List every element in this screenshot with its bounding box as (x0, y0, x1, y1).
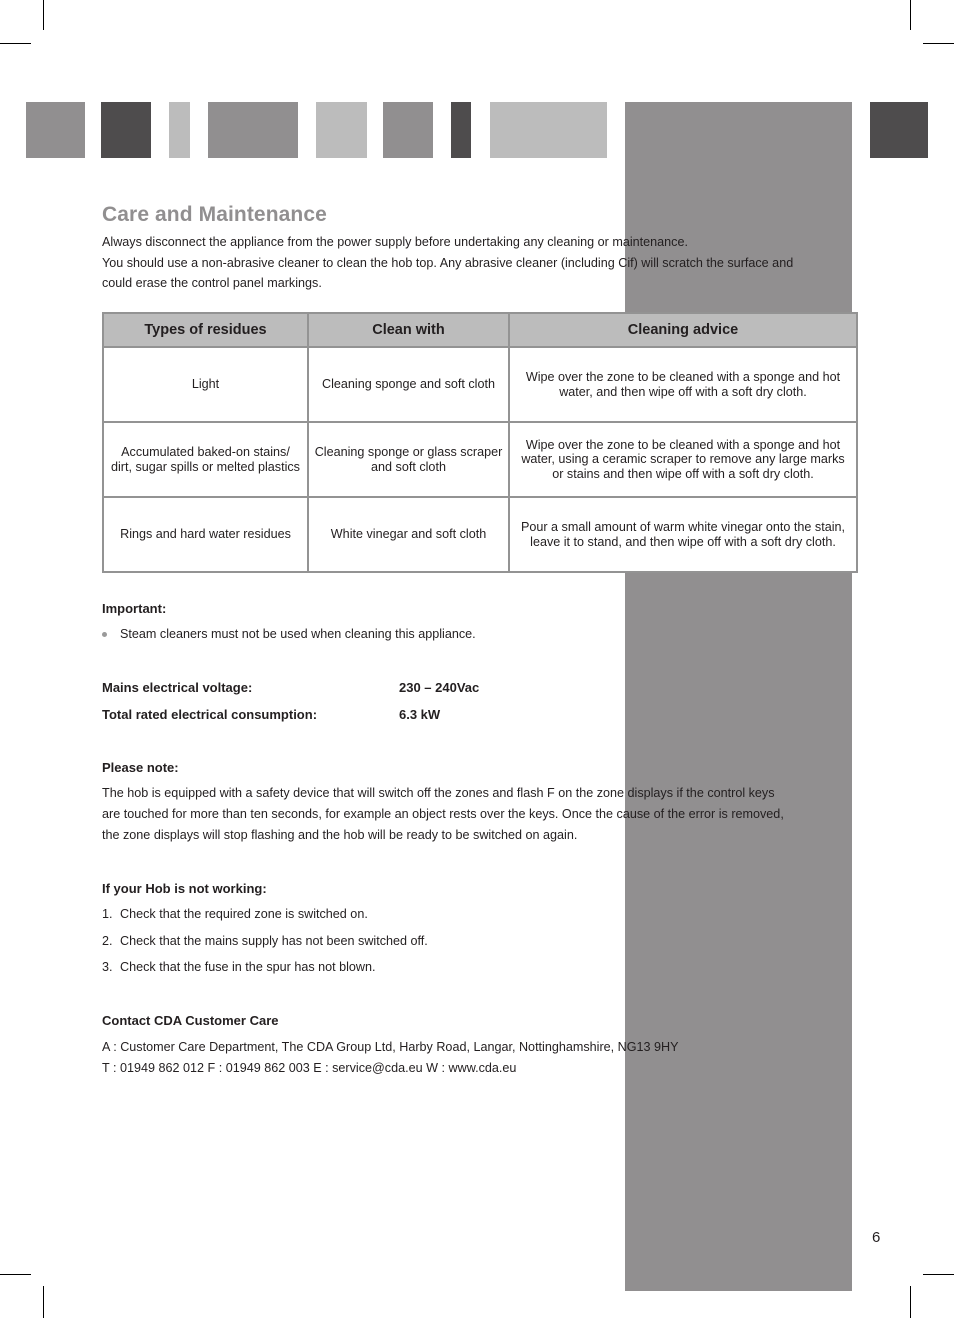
cleaning-table (102, 312, 858, 573)
header-color-bar (208, 102, 298, 158)
table-row (103, 347, 857, 422)
spec-value: 6.3 kW (399, 707, 441, 722)
table-cell: Accumulated baked-on stains/ dirt, sugar spills or melted plastics (103, 422, 308, 497)
bullet-icon (102, 632, 107, 637)
important-bullet: Steam cleaners must not be used when cleaning this appliance. (120, 627, 476, 641)
contact-address: A : Customer Care Department, The CDA Group Ltd, Harby Road, Langar, Nottinghamshire, NG13 9HY (102, 1040, 679, 1054)
list-number: 3. (102, 960, 113, 974)
table-cell: Rings and hard water residues (103, 497, 308, 572)
intro-text (102, 232, 802, 294)
list-item: Check that the required zone is switched on. (120, 907, 368, 921)
crop-mark (923, 1274, 954, 1275)
crop-mark (910, 1286, 911, 1318)
column-header: Types of residues (103, 313, 308, 347)
table-cell: Wipe over the zone to be cleaned with a sponge and hot water, using a ceramic scraper to remove any large marks or stains and then wipe off with a soft dry cloth. (509, 422, 857, 497)
intro-paragraph: You should use a non-abrasive cleaner to clean the hob top. Any abrasive cleaner (including Cif) will scratch the surface and could erase the control panel markings. (102, 255, 794, 290)
table-cell: Wipe over the zone to be cleaned with a sponge and hot water, and then wipe off with a soft dry cloth. (509, 347, 857, 422)
contact-details: T : 01949 862 012 F : 01949 862 003 E : service@cda.eu W : www.cda.eu (102, 1061, 517, 1075)
important-label: Important: (102, 601, 167, 616)
page-title: Care and Maintenance (102, 203, 327, 226)
page-number: 6 (872, 1229, 881, 1246)
header-color-bar (101, 102, 151, 158)
troubleshooting-label: If your Hob is not working: (102, 881, 267, 896)
please-note-line: the zone displays will stop flashing and the hob will be ready to be switched on again. (102, 828, 578, 842)
table-header-row (103, 313, 857, 347)
table-cell: Pour a small amount of warm white vinegar onto the stain, leave it to stand, and then wipe off with a soft dry cloth. (509, 497, 857, 572)
crop-mark (43, 1286, 44, 1318)
header-color-bar (383, 102, 433, 158)
table-row (103, 422, 857, 497)
column-header: Clean with (308, 313, 509, 347)
crop-mark (923, 43, 954, 44)
column-header: Cleaning advice (509, 313, 857, 347)
list-item: Check that the fuse in the spur has not blown. (120, 960, 376, 974)
header-color-bar (870, 102, 928, 158)
table-cell: Cleaning sponge or glass scraper and soft cloth (308, 422, 509, 497)
spec-value: 230 – 240Vac (399, 680, 480, 695)
header-color-bar (26, 102, 85, 158)
spec-label: Total rated electrical consumption: (102, 707, 318, 722)
please-note-label: Please note: (102, 760, 179, 775)
list-number: 1. (102, 907, 113, 921)
crop-mark (0, 1274, 31, 1275)
intro-paragraph: Always disconnect the appliance from the power supply before undertaking any cleaning or maintenance. (102, 235, 688, 249)
header-color-bar (169, 102, 190, 158)
list-item: Check that the mains supply has not been switched off. (120, 934, 428, 948)
spec-label: Mains electrical voltage: (102, 680, 253, 695)
please-note-line: The hob is equipped with a safety device that will switch off the zones and flash F on the zone displays if the control keys (102, 786, 775, 800)
crop-mark (43, 0, 44, 30)
header-color-bar (490, 102, 607, 158)
contact-label: Contact CDA Customer Care (102, 1013, 279, 1028)
header-color-bar (451, 102, 471, 158)
header-color-bar (316, 102, 367, 158)
please-note-line: are touched for more than ten seconds, for example an object rests over the keys. Once the cause of the error is removed, (102, 807, 784, 821)
crop-mark (0, 43, 31, 44)
table-cell: White vinegar and soft cloth (308, 497, 509, 572)
table-cell: Cleaning sponge and soft cloth (308, 347, 509, 422)
list-number: 2. (102, 934, 113, 948)
table-cell: Light (103, 347, 308, 422)
table-row (103, 497, 857, 572)
crop-mark (910, 0, 911, 30)
